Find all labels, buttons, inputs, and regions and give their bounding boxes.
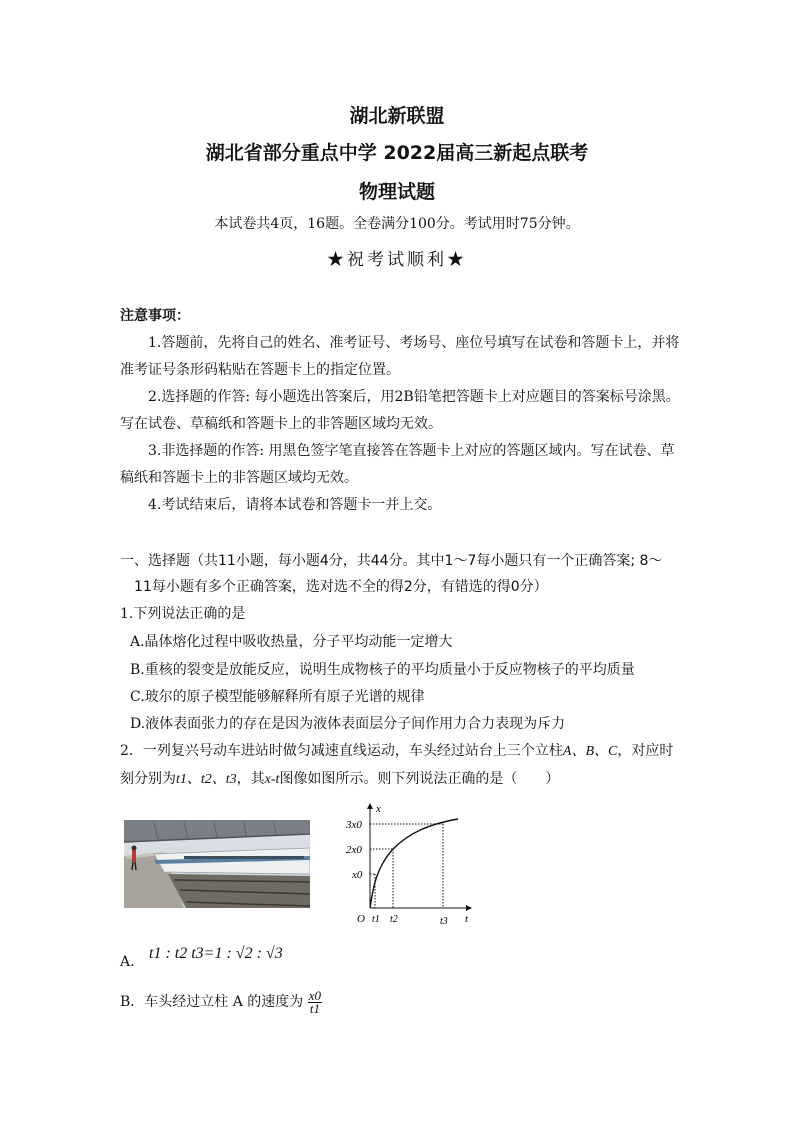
alliance-title: 湖北新联盟	[349, 105, 445, 127]
question-1-option-a: A.晶体熔化过程中吸收热量，分子平均动能一定增大	[130, 634, 453, 650]
x-t-curve	[370, 819, 458, 908]
tick-2x0: 2x0	[346, 844, 362, 856]
note-2-line-2: 写在试卷、草稿纸和答题卡上的非答题区域均无效。	[120, 416, 442, 432]
exam-title: 湖北省部分重点中学 2022届高三新起点联考	[205, 142, 589, 164]
question-2-option-a	[120, 945, 283, 972]
x-axis-label: t	[465, 913, 469, 925]
note-2-line-1: 2.选择题的作答: 每小题选出答案后，用2B铅笔把答题卡上对应题目的答案标号涂黑。	[148, 389, 680, 405]
x-t-graph	[340, 800, 476, 932]
note-1-line-2: 准考证号条形码粘贴在答题卡上的指定位置。	[120, 362, 400, 378]
note-3-line-2: 稿纸和答题卡上的非答题区域均无效。	[120, 470, 358, 486]
tick-t1: t1	[372, 914, 380, 925]
tick-t2: t2	[390, 914, 398, 925]
tick-x0: x0	[352, 869, 363, 881]
notes-heading: 注意事项：	[120, 308, 190, 324]
question-2-option-b	[120, 987, 322, 1017]
q2-stem-text-a: 2．一列复兴号动车进站时做匀减速直线运动，车头经过站台上三个立柱	[120, 743, 563, 759]
section-1-line-2: 11每小题有多个正确答案，选对选不全的得2分，有错选的得0分）	[134, 579, 548, 595]
y-axis-label: x	[376, 803, 381, 815]
q2-stem-text-c: 刻分别为	[120, 771, 176, 787]
q2-option-b-denominator: t1	[309, 1000, 320, 1016]
note-1-line-1: 1.答题前，先将自己的姓名、准考证号、考场号、座位号填写在试卷和答题卡上，并将	[148, 335, 680, 351]
tick-t3: t3	[440, 916, 448, 927]
note-4: 4.考试结束后，请将本试卷和答题卡一并上交。	[148, 497, 442, 513]
question-2-stem-line-2	[120, 769, 559, 790]
exam-info: 本试卷共4页，16题。全卷满分100分。考试用时75分钟。	[214, 216, 580, 232]
train-station-photo	[124, 820, 310, 908]
origin-label: O	[357, 913, 365, 925]
q2-stem-text-d: ，其	[236, 771, 265, 787]
q2-stem-text-e: 图像如图所示。则下列说法正确的是（ ）	[279, 771, 560, 787]
q2-option-a-expression: t1 : t2 t3=1 : √2 : √3	[149, 945, 283, 962]
q2-option-b-numerator: x0	[308, 987, 322, 1003]
section-1-line-1: 一、选择题（共11小题，每小题4分，共44分。其中1～7每小题只有一个正确答案; 8～	[120, 553, 663, 569]
q2-option-b-text: B．车头经过立柱 A 的速度为	[120, 994, 304, 1010]
q2-stem-text-b: ，对应时	[617, 743, 674, 759]
q2-option-a-label: A.	[120, 954, 135, 970]
question-1-option-c: C.玻尔的原子模型能够解释所有原子光谱的规律	[130, 689, 425, 705]
q2-times: t1、t2、t3	[176, 772, 237, 787]
question-1-stem: 1.下列说法正确的是	[120, 606, 246, 622]
question-2-stem-line-1	[120, 741, 673, 762]
subject-title: 物理试题	[358, 181, 435, 203]
note-3-line-1: 3.非选择题的作答: 用黑色签字笔直接答在答题卡上对应的答题区域内。写在试卷、草	[148, 443, 675, 459]
tick-3x0: 3x0	[346, 819, 362, 831]
question-1-option-d: D.液体表面张力的存在是因为液体表面层分子间作用力合力表现为斥力	[130, 716, 566, 732]
q2-option-b-fraction	[308, 987, 322, 1016]
blessing: ★祝考试顺利★	[327, 250, 467, 270]
q2-graph-name: x-t	[264, 772, 280, 787]
q2-pillars: A、B、C	[562, 744, 618, 759]
question-1-option-b: B.重核的裂变是放能反应，说明生成物核子的平均质量小于反应物核子的平均质量	[130, 662, 635, 678]
x-t-graph-svg	[340, 800, 476, 932]
